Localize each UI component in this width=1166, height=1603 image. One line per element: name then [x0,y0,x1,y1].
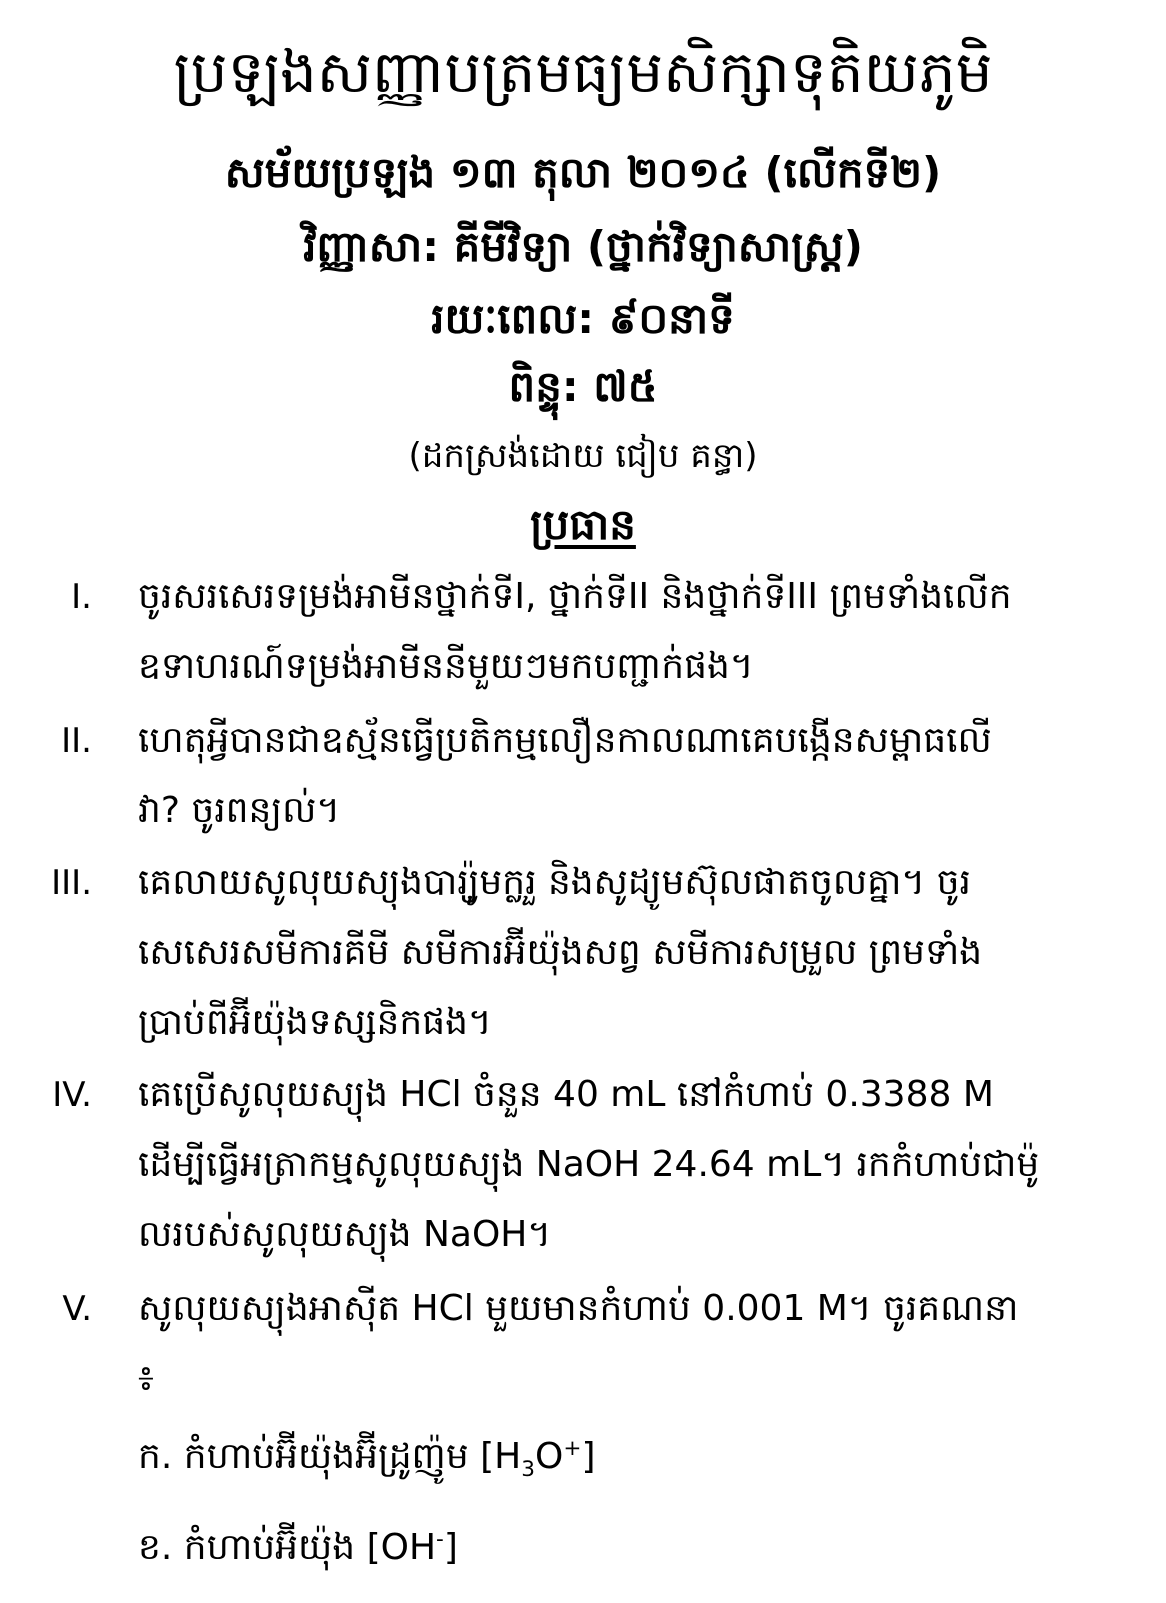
question-line: គេប្រើសូលុយស្យុង HCl ចំនួន 40 mL នៅកំហាប់ 0.3388 M [138,1074,994,1115]
question-line: គេលាយសូលុយស្យុងបារ្យ៉ូមក្លរួ និងសូដ្យូមស៊ុលផាតចូលគ្នា។ ចូរ [138,862,971,903]
sub-item-b-prefix: ខ. កំហាប់អ៊ីយ៉ុង [OH [138,1527,437,1569]
sub-item-a-prefix: ក. កំហាប់អ៊ីយ៉ុងអ៊ីដ្រូញ៉ូម [H [138,1436,522,1477]
question-line: ៖ [138,1358,154,1399]
question-number: II. [61,721,92,761]
exam-credit: (ដកស្រង់ដោយ ជៀប គន្ធា) [408,436,758,476]
question-number: III. [51,863,92,903]
question-line: ឧទាហរណ៍ទម្រង់អាមីននីមួយៗមកបញ្ជាក់ផង។ [138,646,754,687]
question-line: ដើម្បីធ្វើអត្រាកម្មសូលុយស្យុង NaOH 24.64 mL។ រកកំហាប់ជាម៉ូ [138,1144,1040,1185]
question-number: IV. [52,1075,92,1115]
exam-duration: រយៈពេល: ៩០នាទី [431,294,735,343]
sub-item-a-subscript: 3 [521,1457,535,1483]
question-text [138,848,1138,1058]
sub-item-a [138,1414,1138,1505]
question-text [138,706,1138,846]
exam-session: សម័យប្រឡង ១៣ តុលា ២០១៤ (លើកទី២) [224,148,942,197]
question-line: វា? ចូរពន្យល់។ [138,790,341,831]
question-line: សេសេរសមីការគីមី សមីការអ៊ីយ៉ុងសព្វ សមីការសម្រួល ព្រមទាំង [138,932,983,973]
question-line: ហេតុអ្វីបានជាឧស្ម័នធ្វើប្រតិកម្មលឿនកាលណាគេបង្កើនសម្ពាធលើ [138,720,992,761]
sub-item-a-mid: O [535,1436,564,1477]
sub-item-b [138,1505,1138,1583]
question-text [138,562,1138,702]
exam-score: ពិន្ទុ: ៧៥ [508,362,658,411]
question-line: លរបស់សូលុយស្យុង NaOH។ [138,1214,552,1255]
question-line: ចូរសរសេរទម្រង់អាមីនថ្នាក់ទីI, ថ្នាក់ទីII និងថ្នាក់ទីIII ព្រមទាំងលើក [138,576,1012,617]
sub-item-b-suffix: ] [443,1527,458,1569]
question-text [138,1060,1138,1270]
question-number: V. [62,1289,92,1329]
exam-subject: វិញ្ញាសា: គីមីវិទ្យា (ថ្នាក់វិទ្យាសាស្ត្រ) [303,222,863,271]
question-line: ប្រាប់ពីអ៊ីយ៉ុងទស្សនិកផង។ [138,1002,492,1043]
sub-item-a-superscript: + [563,1436,582,1461]
topic-heading [0,490,1166,560]
question-text [138,1274,1138,1583]
sub-item-a-suffix: ] [581,1436,596,1477]
exam-title: ប្រឡងសញ្ញាបត្រមធ្យមសិក្សាទុតិយភូមិ [173,38,993,106]
topic-heading-text: ប្រធាន [530,500,636,549]
sub-item-b-superscript: - [436,1527,444,1553]
question-number: I. [71,577,92,617]
question-line: សូលុយស្យុងអាស៊ីត HCl មួយមានកំហាប់ 0.001 M។ ចូរគណនា [138,1288,1019,1329]
